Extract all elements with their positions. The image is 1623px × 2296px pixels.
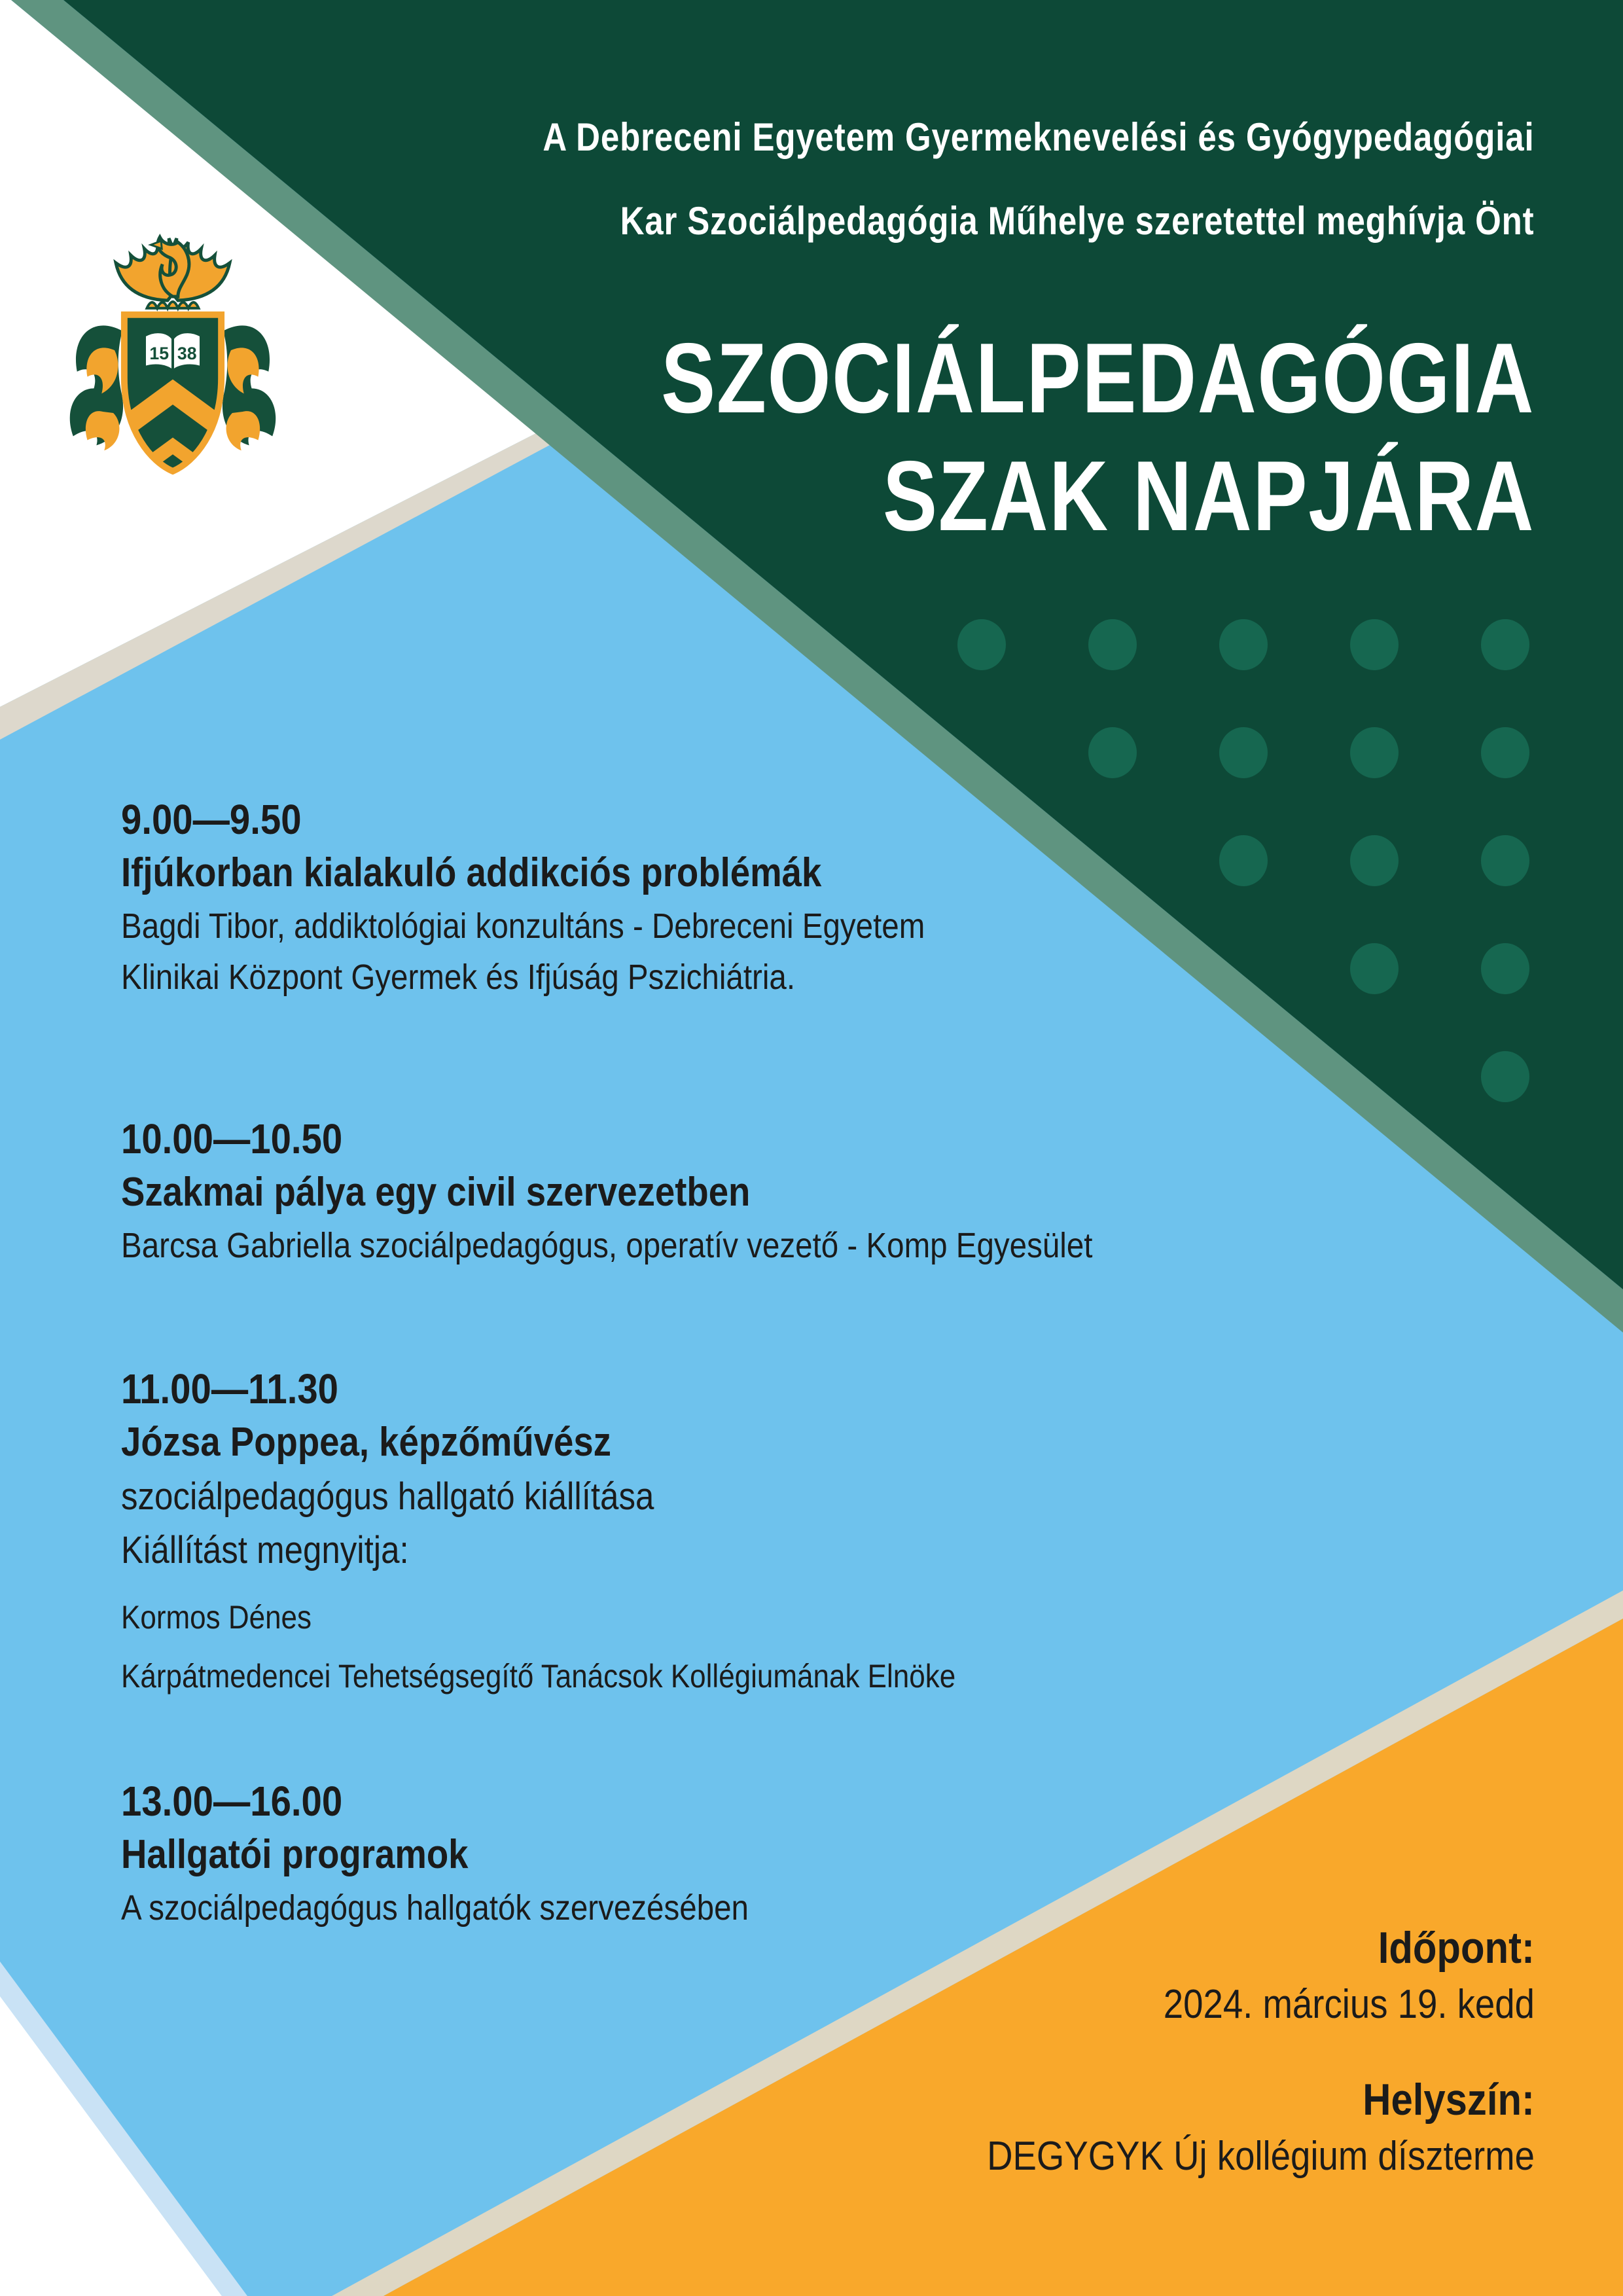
crest-year-right: 38	[177, 343, 197, 363]
crest-year-left: 15	[149, 343, 169, 363]
where-label: Helyszín:	[1363, 2075, 1535, 2125]
schedule-title: Szakmai pálya egy civil szervezetben	[121, 1170, 751, 1215]
decor-dot	[1088, 619, 1137, 670]
decor-dot	[1350, 619, 1399, 670]
decor-dot	[1350, 943, 1399, 994]
schedule-time: 13.00—16.00	[121, 1778, 343, 1825]
event-title-line1: SZOCIÁLPEDAGÓGIA	[660, 323, 1535, 434]
invitation-header	[543, 96, 1535, 263]
schedule-detail: Barcsa Gabriella szociálpedagógus, operatív vezető - Komp Egyesület	[121, 1226, 1093, 1265]
schedule-time: 9.00—9.50	[121, 796, 302, 843]
decor-dot	[1219, 835, 1268, 886]
decor-dot	[1481, 943, 1529, 994]
schedule-item	[121, 793, 925, 1003]
decor-dot	[1350, 835, 1399, 886]
when-label: Időpont:	[1378, 1923, 1535, 1973]
university-crest-logo	[63, 216, 283, 497]
invitation-header-line2: Kar Szociálpedagógia Műhelye szeretettel meghívja Önt	[620, 199, 1535, 243]
when-value: 2024. március 19. kedd	[1163, 1982, 1535, 2027]
schedule-detail: szociálpedagógus hallgató kiállítása	[121, 1475, 654, 1518]
where-value: DEGYGYK Új kollégium díszterme	[987, 2134, 1535, 2179]
event-title-line2: SZAK NAPJÁRA	[882, 440, 1535, 552]
schedule-title: Hallgatói programok	[121, 1832, 469, 1877]
decor-dot	[957, 619, 1006, 670]
schedule-title: Józsa Poppea, képzőművész	[121, 1420, 611, 1465]
decor-dot	[1219, 619, 1268, 670]
schedule-time: 10.00—10.50	[121, 1115, 343, 1162]
schedule-item	[121, 1363, 955, 1702]
invitation-header-line1: A Debreceni Egyetem Gyermeknevelési és Gyógypedagógiai	[543, 115, 1535, 159]
event-title	[661, 319, 1535, 555]
decor-dot	[1088, 727, 1137, 778]
decor-dot	[1481, 1051, 1529, 1102]
decor-dot	[1350, 727, 1399, 778]
schedule-title: Ifjúkorban kialakuló addikciós problémák	[121, 850, 822, 895]
schedule-time: 11.00—11.30	[121, 1365, 338, 1412]
schedule-detail: Bagdi Tibor, addiktológiai konzultáns - Debreceni Egyetem	[121, 906, 925, 946]
schedule-detail: Klinikai Központ Gyermek és Ifjúság Pszichiátria.	[121, 958, 796, 997]
event-footer	[987, 1923, 1535, 2179]
decor-dot	[1481, 835, 1529, 886]
schedule-detail: Kormos Dénes	[121, 1599, 312, 1636]
decor-dot	[1219, 727, 1268, 778]
schedule-detail: A szociálpedagógus hallgatók szervezésében	[121, 1888, 749, 1928]
schedule-item	[121, 1775, 749, 1933]
decor-dot	[1481, 619, 1529, 670]
schedule-detail: Kárpátmedencei Tehetségsegítő Tanácsok Kollégiumának Elnöke	[121, 1658, 956, 1695]
schedule-detail: Kiállítást megnyitja:	[121, 1529, 409, 1571]
schedule-item	[121, 1113, 1092, 1271]
crest-phoenix	[116, 237, 230, 308]
crest-open-book	[145, 332, 202, 372]
decor-dot	[1481, 727, 1529, 778]
